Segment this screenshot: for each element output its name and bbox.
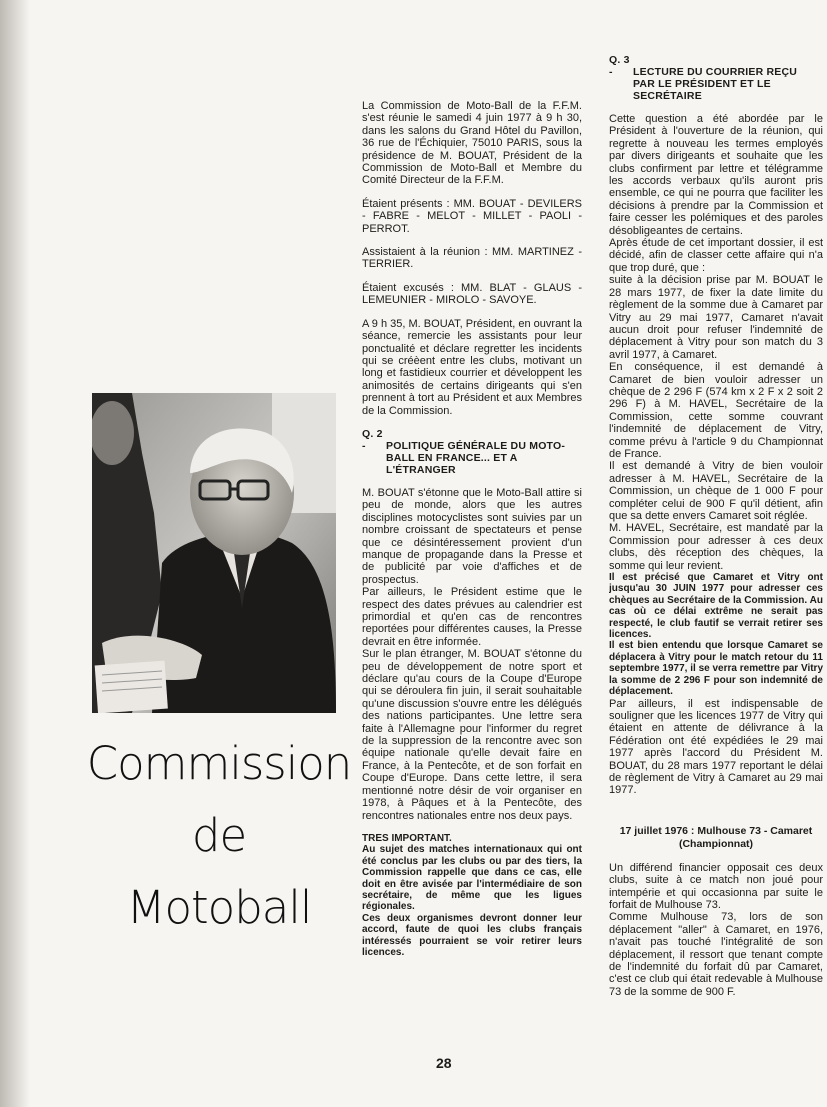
q3-paragraph-7: Par ailleurs, il est indispensable de souligner que les licences 1977 de Vitry qui étaient en attente de délivrance à la Fédération ont été expédiées le 29 mai 1977 après l'accord du Président M. BOUAT, du 28 mars 1977 reportant le délai de règlement de Vitry à Camaret au 29 mai 1977.: [609, 697, 823, 797]
match-paragraph-1: Un différend financier opposait ces deux clubs, suite à ce match non joué pour intempérie et qui occasionna par suite le forfait de Mulhouse 73.: [609, 861, 823, 911]
title-line-2: de: [191, 809, 247, 862]
q3-paragraph-5: Il est demandé à Vitry de bien vouloir adresser à M. HAVEL, Secrétaire de la Commission, un chèque de 1 000 F pour compléter celui de 900 F qu'il détient, afin que sa dette envers Camaret soit réglée.: [609, 460, 823, 522]
q3-paragraph-4: En conséquence, il est demandé à Camaret de bien vouloir adresser un chèque de 2 296 F (574 km x 2 F x 2 soit 2 296 F) à M. HAVEL, Secrétaire de la Commission, cette somme couvrant l'indemnité de déplacement de Vitry, comme prévu à l'article 9 du Championnat de France.: [609, 361, 823, 460]
intro-paragraph: La Commission de Moto-Ball de la F.F.M. s'est réunie le samedi 4 juin 1977 à 9 h 30, dans les salons du Grand Hôtel du Pavillon, 36 rue de l'Échiquier, 75010 PARIS, sous la présidence de M. BOUAT, Président de la Commission de Moto-Ball et Membre du Comité Directeur de la F.F.M.: [362, 100, 582, 187]
q2-heading: [362, 428, 582, 476]
right-column: [609, 54, 823, 998]
tres-important-heading: TRES IMPORTANT.: [362, 832, 452, 844]
match-heading-b: (Championnat): [678, 837, 754, 850]
q3-heading: [609, 54, 823, 102]
page-number: 28: [436, 1055, 452, 1071]
q3-paragraph-3: suite à la décision prise par M. BOUAT le 28 mars 1977, de fixer la date limite du règlement de la somme due à Camaret par Vitry au 29 mai 1977, Camaret n'avait aucun droit pour refuser l'indemnité de déplacement à Vitry pour son match du 3 avril 1977, à Camaret.: [609, 274, 823, 361]
q2-title-b: BALL EN FRANCE... ET A L'ÉTRANGER: [386, 451, 518, 476]
q3-paragraph-2: Après étude de cet important dossier, il est décidé, afin de classer cette affaire qui n'a que trop duré, que :: [609, 237, 823, 274]
q2-paragraph-3: Sur le plan étranger, M. BOUAT s'étonne du peu de développement de notre sport et déclare qu'au cours de la Coupe d'Europe qui se déroulera fin juin, il serait souhaitable qu'une discussion s'ouvre entre les délégués des nations participantes. Une lettre sera faite à l'Allemagne pour l'informer du regret de la suppression de la rencontre avec son équipe nationale qu'elle devait faire en France, à la Pentecôte, et de son forfait en Coupe d'Europe. Dans cette lettre, il sera mentionné notre désir de voir organiser en 1978, à Pâques et à la Pentecôte, des rencontres nationales entre nos deux pays.: [362, 648, 582, 822]
q3-bold-paragraph-1: Il est précisé que Camaret et Vitry ont jusqu'au 30 JUIN 1977 pour adresser ces chèques au Secrétaire de la Commission. Au cas où ce délai extrême ne serait pas respecté, le club fautif se verrait retirer ses licences.: [609, 572, 823, 641]
opening-paragraph: A 9 h 35, M. BOUAT, Président, en ouvrant la séance, remercie les assistants pour leur ponctualité et déclare regretter les incidents qui se créèent entre les clubs, motivant un long et fastidieux courrier et développent les animosités de certains dirigeants qui s'en prennent à tort au Président et aux Membres de la Commission.: [362, 317, 582, 417]
page-title: [84, 728, 354, 944]
title-line-3: Motoball: [126, 881, 312, 934]
match-heading: [609, 825, 823, 851]
q2-number: Q. 2 -: [362, 427, 383, 452]
assistaient-paragraph: Assistaient à la réunion : MM. MARTINEZ - TERRIER.: [362, 246, 582, 271]
match-heading-a: 17 juillet 1976 : Mulhouse 73 - Camaret: [619, 824, 813, 837]
q3-title-a: LECTURE DU COURRIER REÇU: [633, 66, 798, 78]
tres-important-paragraph-1: Au sujet des matches internationaux qui ont été conclus par les clubs ou par des tiers, la Commission rappelle que dans ce cas, elle doit en être avisée par l'intermédiaire de son secrétaire, de même que les ligues régionales.: [362, 844, 582, 913]
title-line-1: Commission: [86, 737, 352, 790]
q3-paragraph-6: M. HAVEL, Secrétaire, est mandaté par la Commission pour adresser à ces deux clubs, dès réception des chèques, la somme qui leur revient.: [609, 522, 823, 572]
man-photo-icon: [92, 393, 336, 713]
page-edge-shadow: [0, 0, 30, 1107]
middle-column: [362, 100, 582, 958]
q3-bold-paragraph-2: Il est bien entendu que lorsque Camaret se déplacera à Vitry pour le match retour du 11 septembre 1977, il se verra remettre par Vitry la somme de 2 296 F pour son indemnité de déplacement.: [609, 640, 823, 698]
q2-paragraph-2: Par ailleurs, le Président estime que le respect des dates prévues au calendrier est primordial et qu'en cas de rencontres reportées pour différentes causes, la Presse devrait en être informée.: [362, 586, 582, 648]
excuses-paragraph: Étaient excusés : MM. BLAT - GLAUS - LEMEUNIER - MIROLO - SAVOYE.: [362, 281, 582, 307]
q3-title-b: PAR LE PRÉSIDENT ET LE SECRÉTAIRE: [633, 78, 771, 102]
q2-title-a: POLITIQUE GÉNÉRALE DU MOTO-: [386, 439, 566, 452]
tres-important-paragraph-2: Ces deux organismes devront donner leur accord, faute de quoi les clubs français intéressés pourraient se voir retirer leurs licences.: [362, 912, 582, 958]
q3-number: Q. 3 -: [609, 54, 630, 78]
match-paragraph-2: Comme Mulhouse 73, lors de son déplacement "aller" à Camaret, en 1976, n'avait pas touché l'intégralité de son déplacement, il ressort que tenant compte de l'indemnité du forfait dû par Camaret, c'est ce club qui était redevable à Mulhouse 73 de la somme de 900 F.: [609, 911, 823, 998]
q2-paragraph-1: M. BOUAT s'étonne que le Moto-Ball attire si peu de monde, alors que les autres disciplines motocyclistes sont suivies par un nombre croissant de spectateurs et pense que ce désintéressement provient d'un manque de propagande dans la Presse et de publicité par voie d'affiches et de prospectus.: [362, 486, 582, 586]
presents-paragraph: Étaient présents : MM. BOUAT - DEVILERS - FABRE - MELOT - MILLET - PAOLI - PERROT.: [362, 197, 582, 235]
q3-paragraph-1: Cette question a été abordée par le Président à l'ouverture de la réunion, qui regrette à nouveau les termes employés par divers dirigeants et souhaite que les clubs confirment par lettre et télégramme les accords verbaux qu'ils auront pris ensemble, ce qui ne pourra que faciliter les décisions à prendre par la Commission et faire cesser les polémiques et des paroles désobligeantes de certains.: [609, 113, 823, 237]
